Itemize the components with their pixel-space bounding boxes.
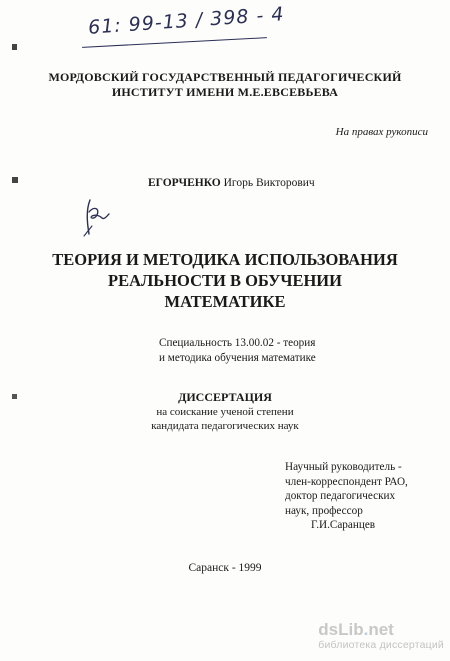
watermark-subtitle: библиотека диссертаций (318, 639, 444, 651)
dissertation-degree-block (0, 390, 450, 433)
watermark-brand-suffix: net (368, 620, 394, 639)
advisor-line-5: Г.И.Саранцев (311, 519, 376, 531)
title-line-3: МАТЕМАТИКЕ (164, 292, 286, 311)
author-name (148, 177, 315, 189)
dissertation-title (0, 249, 450, 312)
watermark-brand (318, 620, 444, 639)
advisor-line-1: Научный руководитель - (285, 461, 402, 473)
specialty-block (159, 336, 316, 366)
specialty-line-2: и методика обучения математике (159, 352, 316, 364)
handwritten-underline (82, 37, 267, 48)
rights-note: На правах рукописи (335, 126, 428, 138)
author-surname: ЕГОРЧЕНКО (148, 177, 221, 189)
archive-handwritten-number: 61: 99-13 / 398 - 4 (87, 3, 286, 39)
scan-margin-mark (12, 44, 17, 50)
dslib-watermark (318, 620, 444, 651)
institution-line-1: МОРДОВСКИЙ ГОСУДАРСТВЕННЫЙ ПЕДАГОГИЧЕСКИЙ (48, 70, 402, 84)
author-given-names: Игорь Викторович (223, 177, 315, 189)
specialty-line-1: Специальность 13.00.02 - теория (159, 337, 316, 349)
watermark-brand-prefix: dsLib (318, 620, 364, 639)
advisor-line-2: член-корреспондент РАО, (285, 475, 408, 488)
advisor-line-4: наук, профессор (285, 504, 363, 517)
title-line-1: ТЕОРИЯ И МЕТОДИКА ИСПОЛЬЗОВАНИЯ (52, 250, 398, 269)
author-signature (80, 196, 130, 238)
scan-margin-mark (12, 177, 18, 183)
dissertation-heading: ДИССЕРТАЦИЯ (178, 390, 272, 404)
degree-line-1: на соискание ученой степени (156, 406, 294, 418)
title-line-2: РЕАЛЬНОСТИ В ОБУЧЕНИИ (108, 271, 342, 290)
institution-name (0, 70, 450, 100)
advisor-line-3: доктор педагогических (285, 490, 396, 502)
institution-line-2: ИНСТИТУТ ИМЕНИ М.Е.ЕВСЕВЬЕВА (111, 85, 339, 99)
scientific-advisor (285, 460, 408, 533)
watermark-brand-dot: . (363, 620, 369, 639)
city-year: Саранск - 1999 (188, 562, 262, 574)
degree-line-2: кандидата педагогических наук (151, 420, 299, 432)
